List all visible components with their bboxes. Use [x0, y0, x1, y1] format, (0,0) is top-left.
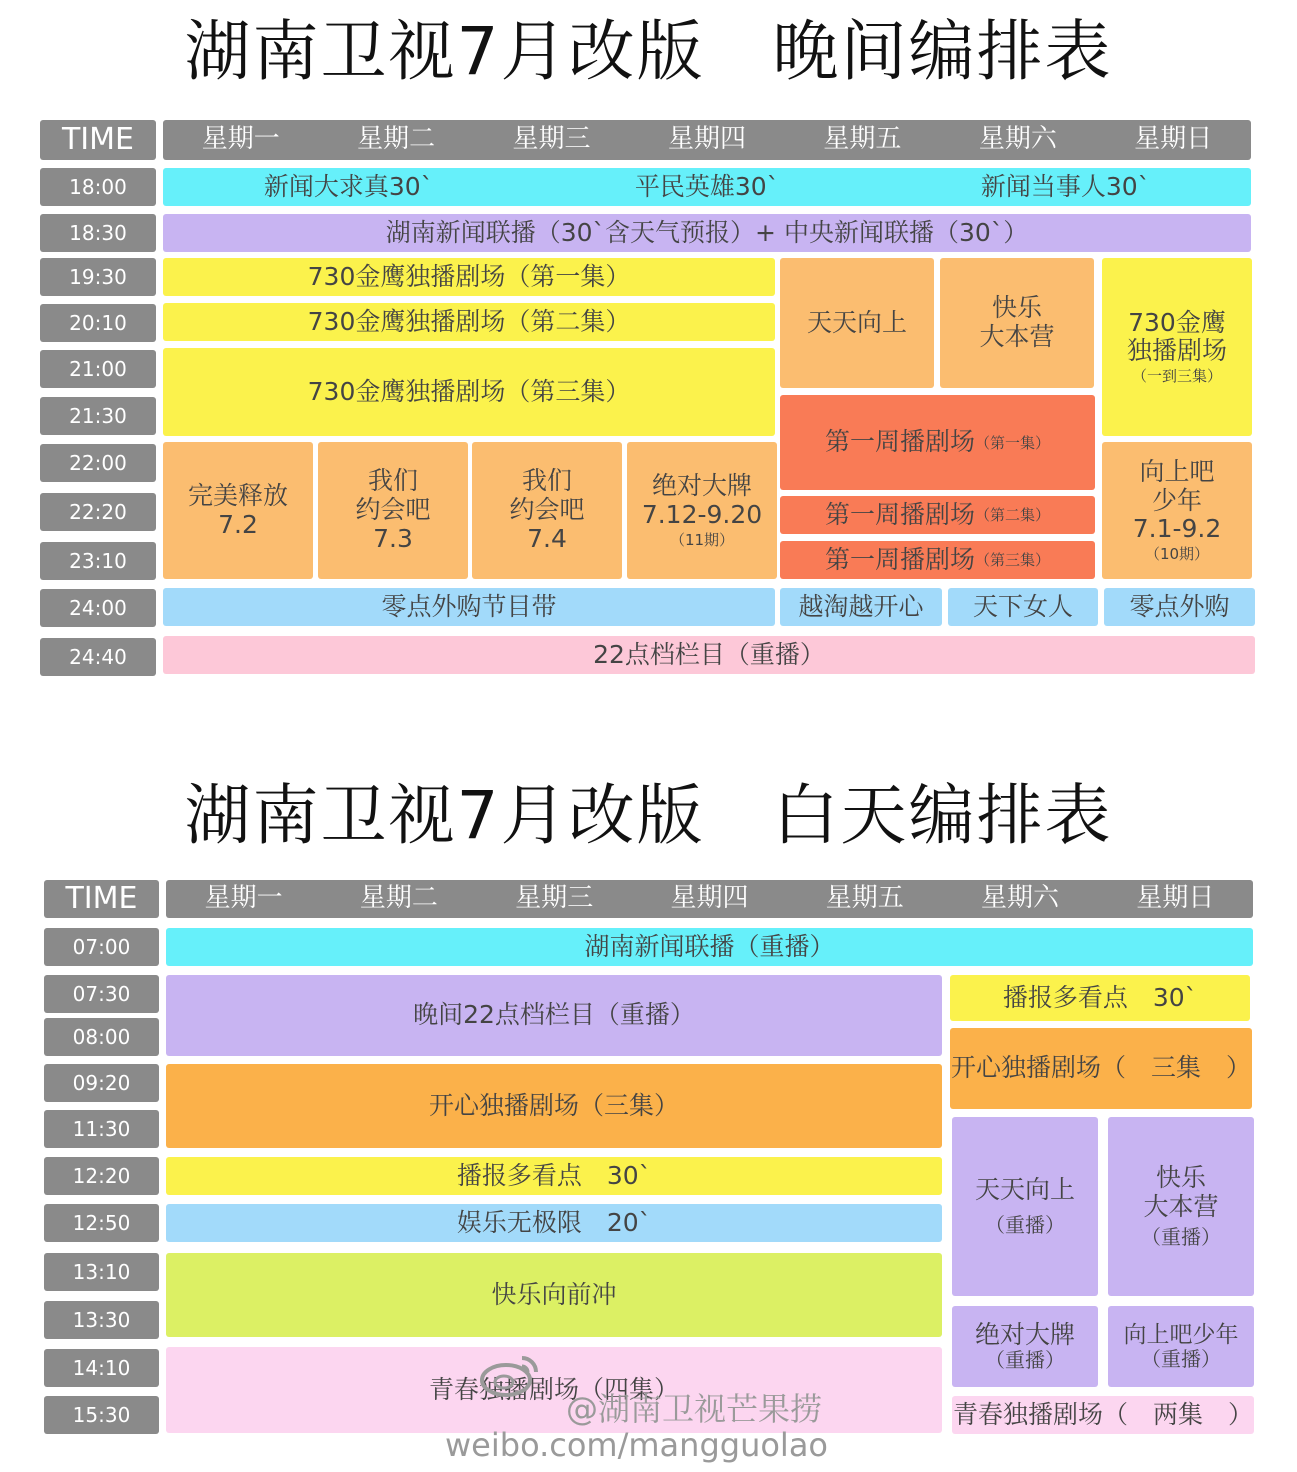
time-slot: 09:20 — [44, 1064, 159, 1102]
time-slot: 14:10 — [44, 1349, 159, 1387]
program-week1-ep3 — [780, 541, 1095, 579]
program-kl-xqc: 快乐向前冲 — [166, 1253, 942, 1337]
day-sat: 星期六 — [981, 883, 1060, 914]
program-shop-band: 零点外购节目带 — [163, 588, 775, 626]
day-tue: 星期二 — [357, 124, 436, 155]
time-slot: 24:00 — [40, 589, 156, 627]
day-fri: 星期五 — [823, 124, 902, 155]
day-mon: 星期一 — [204, 883, 283, 914]
program-replay-label: （重播） — [1141, 1347, 1221, 1372]
program-replay-label: （重播） — [985, 1213, 1065, 1238]
program-sun-drama-sub: （一到三集） — [1131, 367, 1222, 386]
time-slot: 24:40 — [40, 638, 156, 676]
program-kldby-title: 快乐 大本营 — [1143, 1163, 1219, 1221]
program-week1-ep-label: （第二集） — [975, 506, 1051, 525]
daytime-title: 湖南卫视7月改版 白天编排表 — [184, 777, 1113, 854]
program-replay-label: （重播） — [1141, 1224, 1221, 1249]
program-ylwjx: 娱乐无极限 20` — [166, 1204, 942, 1242]
time-slot: 07:30 — [44, 975, 159, 1013]
program-thu-22-sub: （11期） — [669, 530, 735, 549]
time-slot: 11:30 — [44, 1110, 159, 1148]
program-bbddk-weekday: 播报多看点 30` — [166, 1157, 942, 1195]
program-ttxs: 天天向上 — [780, 258, 934, 388]
program-xsbsn-replay — [1108, 1306, 1254, 1387]
day-wed: 星期三 — [512, 124, 591, 155]
time-slot: 07:00 — [44, 928, 159, 966]
program-bbddk-weekend: 播报多看点 30` — [950, 975, 1250, 1021]
time-slot: 18:30 — [40, 214, 156, 252]
program-qcdb-weekend: 青春独播剧场（ 两集 ） — [952, 1396, 1254, 1434]
daytime-time-header: TIME — [44, 880, 159, 918]
program-sun-22-title: 向上吧 少年 7.1-9.2 — [1132, 456, 1222, 544]
watermark-handle: @湖南卫视芒果捞 — [566, 1390, 823, 1428]
program-week1-title: 第一周播剧场 — [824, 544, 975, 574]
program-week1-ep-label: （第三集） — [975, 551, 1051, 570]
program-jddp-replay — [952, 1306, 1098, 1387]
evening-title: 湖南卫视7月改版 晚间编排表 — [184, 13, 1113, 90]
day-wed: 星期三 — [515, 883, 594, 914]
time-slot: 12:20 — [44, 1157, 159, 1195]
time-slot: 21:00 — [40, 350, 156, 388]
program-replay-2440: 22点档栏目（重播） — [163, 636, 1255, 674]
daytime-day-header — [166, 880, 1253, 918]
program-ttxs-replay — [952, 1117, 1098, 1296]
program-news-replay: 湖南新闻联播（重播） — [166, 928, 1253, 966]
time-slot: 22:00 — [40, 444, 156, 482]
program-week1-title: 第一周播剧场 — [824, 499, 975, 529]
time-slot: 15:30 — [44, 1396, 159, 1434]
day-sat: 星期六 — [978, 124, 1057, 155]
program-kldby: 快乐 大本营 — [940, 258, 1094, 388]
program-week1-ep1 — [780, 395, 1095, 490]
program-sun-22-sub: （10期） — [1144, 545, 1210, 563]
program-tue-22: 我们 约会吧 7.3 — [318, 442, 468, 579]
program-drama-ep2: 730金鹰独播剧场（第二集） — [163, 303, 775, 341]
program-thu-22-title: 绝对大牌 7.12-9.20 — [641, 471, 763, 529]
program-week1-title: 第一周播剧场 — [824, 427, 975, 457]
program-xsbsn-title: 向上吧少年 — [1123, 1321, 1239, 1348]
time-slot: 12:50 — [44, 1204, 159, 1242]
evening-day-header — [163, 120, 1251, 160]
program-drama-ep3: 730金鹰独播剧场（第三集） — [163, 348, 775, 436]
time-slot: 23:10 — [40, 542, 156, 580]
day-thu: 星期四 — [670, 883, 749, 914]
program-sun-22 — [1102, 442, 1252, 579]
program-wj22-replay: 晚间22点档栏目（重播） — [166, 975, 942, 1056]
program-sun-24: 零点外购 — [1104, 588, 1255, 626]
time-slot: 20:10 — [40, 304, 156, 342]
program-fri-24: 越淘越开心 — [780, 588, 942, 626]
time-slot: 13:10 — [44, 1253, 159, 1291]
evening-time-header: TIME — [40, 120, 156, 160]
day-tue: 星期二 — [359, 883, 438, 914]
time-slot: 08:00 — [44, 1018, 159, 1056]
program-week1-ep2 — [780, 496, 1095, 534]
day-sun: 星期日 — [1136, 883, 1215, 914]
program-news-1800 — [163, 168, 1251, 206]
time-slot: 19:30 — [40, 258, 156, 296]
program-ttxs-title: 天天向上 — [974, 1174, 1075, 1204]
program-sun-drama — [1102, 258, 1252, 436]
program-pmyx: 平民英雄30` — [634, 171, 780, 201]
day-sun: 星期日 — [1134, 124, 1213, 155]
program-kxdb-weekend: 开心独播剧场（ 三集 ） — [950, 1028, 1252, 1109]
program-week1-ep-label: （第一集） — [975, 433, 1051, 452]
program-drama-ep1: 730金鹰独播剧场（第一集） — [163, 258, 775, 296]
program-jddp-title: 绝对大牌 — [974, 1319, 1075, 1349]
program-sun-drama-title: 730金鹰 独播剧场 — [1126, 307, 1227, 366]
program-qcdb-weekday: 青春独播剧场（四集） — [166, 1347, 942, 1433]
program-thu-22 — [627, 442, 777, 579]
program-xwdsr: 新闻当事人30` — [980, 171, 1151, 201]
program-mon-22: 完美释放 7.2 — [163, 442, 313, 579]
program-sat-24: 天下女人 — [948, 588, 1098, 626]
time-slot: 22:20 — [40, 493, 156, 531]
time-slot: 13:30 — [44, 1301, 159, 1339]
weibo-logo-icon — [478, 1352, 542, 1398]
watermark-url: weibo.com/mangguolao — [445, 1426, 828, 1464]
day-mon: 星期一 — [201, 124, 280, 155]
day-fri: 星期五 — [825, 883, 904, 914]
program-kxdb-weekday: 开心独播剧场（三集） — [166, 1064, 942, 1148]
time-slot: 21:30 — [40, 397, 156, 435]
program-xwdqz: 新闻大求真30` — [263, 171, 434, 201]
program-kldby-replay — [1108, 1117, 1254, 1296]
day-thu: 星期四 — [667, 124, 746, 155]
program-replay-label: （重播） — [985, 1348, 1065, 1373]
time-slot: 18:00 — [40, 168, 156, 206]
program-wed-22: 我们 约会吧 7.4 — [472, 442, 622, 579]
program-news-1830: 湖南新闻联播（30`含天气预报）+ 中央新闻联播（30`） — [163, 214, 1251, 252]
